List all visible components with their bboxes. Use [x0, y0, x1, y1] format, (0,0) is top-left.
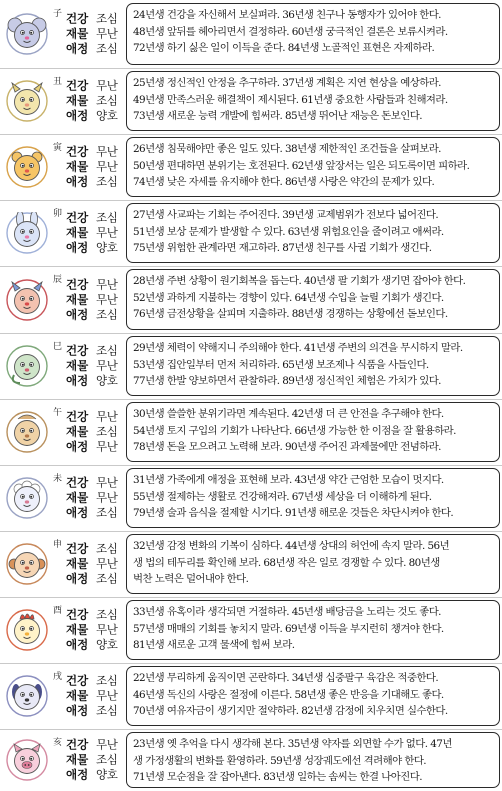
dragon-face-icon — [6, 279, 48, 321]
category-line — [66, 80, 118, 93]
category-line — [66, 146, 118, 159]
category-line — [66, 573, 118, 586]
rat-face-icon — [6, 13, 48, 55]
fortune-text-box — [126, 203, 500, 263]
fortune-text-line: 생 법의 테두리를 확인해 보라. 68년생 작은 일로 경쟁할 수 있다. 80년생 — [133, 556, 440, 569]
category-label: 재물 — [66, 225, 89, 240]
category-list — [66, 477, 118, 520]
zodiac-info — [0, 134, 124, 200]
category-label: 재물 — [66, 490, 89, 505]
fortune-text-box — [126, 666, 500, 726]
category-list — [66, 13, 118, 56]
fortune-text-line: 55년생 절제하는 생활로 건강해져라. 67년생 세상을 더 이해하게 된다. — [133, 490, 432, 503]
category-value: 조심 — [96, 541, 118, 556]
fortune-text-line: 22년생 무리하게 움직이면 곤란하다. 34년생 십중팔구 육감은 적중한다. — [133, 672, 439, 684]
category-label: 애정 — [66, 571, 89, 586]
category-line — [66, 507, 118, 520]
fortune-text-box — [126, 3, 500, 65]
fortune-text — [133, 670, 493, 720]
zodiac-character: 酉 — [53, 606, 63, 616]
category-value: 무난 — [96, 292, 118, 306]
fortune-text-line: 49년생 만족스러운 해결책이 제시된다. 61년생 중요한 사람들과 친해져라. — [133, 93, 448, 106]
fortune-text-line: 벅찬 노력은 덜어내야 한다. — [133, 573, 249, 585]
category-label: 재물 — [66, 556, 89, 571]
pig-face-icon — [6, 739, 48, 781]
category-line — [66, 426, 118, 439]
zodiac-info — [0, 465, 124, 531]
category-value: 조심 — [96, 11, 118, 26]
category-value: 무난 — [96, 556, 118, 571]
category-line — [66, 227, 118, 240]
category-value: 무난 — [96, 688, 118, 703]
fortune-text-line: 74년생 낮은 자세를 유지해야 한다. 86년생 사랑은 약간의 문제가 있다. — [133, 176, 435, 188]
fortune-text-line: 24년생 건강을 자신해서 보실펴라. 36년생 친구나 동행자가 있어야 한다. — [133, 9, 441, 21]
category-line — [66, 95, 118, 108]
category-line — [66, 13, 118, 26]
zodiac-character: 辰 — [53, 275, 63, 285]
zodiac-info — [0, 663, 124, 729]
category-label: 건강 — [66, 277, 89, 291]
category-value: 양호 — [96, 373, 118, 388]
category-line — [66, 293, 118, 306]
fortune-text-line: 53년생 집안일부터 먼저 처리하라. 65년생 보조제나 식품을 사들인다. — [133, 358, 429, 371]
category-label: 애정 — [66, 505, 89, 520]
zodiac-info — [0, 0, 124, 68]
category-list — [66, 675, 118, 718]
fortune-text-line: 26년생 침묵해야만 좋은 일도 있다. 38년생 제한적인 조건들을 살펴보라. — [133, 143, 441, 155]
zodiac-info — [0, 200, 124, 266]
fortune-text — [133, 7, 493, 57]
zodiac-character: 巳 — [53, 342, 63, 352]
fortune-text-line: 73년생 새로운 능력 개발에 힘써라. 85년생 뛰어난 재능은 돈보인다. — [133, 110, 422, 122]
category-list — [66, 212, 118, 255]
category-label: 건강 — [66, 673, 89, 688]
category-line — [66, 739, 118, 752]
fortune-text — [133, 273, 493, 323]
fortune-text-box — [126, 137, 500, 197]
fortune-text-box — [126, 269, 500, 330]
category-label: 애정 — [66, 703, 89, 718]
fortune-row — [0, 266, 502, 333]
category-label: 애정 — [66, 41, 89, 56]
fortune-row — [0, 134, 502, 200]
category-label: 재물 — [66, 622, 89, 637]
category-line — [66, 477, 118, 490]
fortune-text — [133, 406, 493, 456]
fortune-text-line: 76년생 금전상황을 살피며 지출하라. 88년생 경쟁하는 상황에선 돋보인다. — [133, 308, 448, 320]
category-value: 무난 — [96, 475, 118, 490]
category-line — [66, 278, 118, 291]
fortune-row — [0, 663, 502, 729]
category-label: 애정 — [66, 637, 89, 652]
zodiac-character: 子 — [53, 9, 63, 19]
fortune-text-box — [126, 71, 500, 131]
category-value: 무난 — [96, 490, 118, 505]
category-line — [66, 639, 118, 652]
fortune-row — [0, 399, 502, 465]
zodiac-character: 寅 — [53, 143, 63, 153]
category-line — [66, 345, 118, 358]
zodiac-character: 未 — [53, 474, 63, 484]
snake-face-icon — [6, 345, 48, 387]
category-label: 건강 — [66, 343, 89, 358]
fortune-text-line: 48년생 앞뒤를 헤아리면서 결정하라. 60년생 궁극적인 결론은 보류시켜라. — [133, 25, 448, 38]
fortune-row — [0, 729, 502, 791]
category-line — [66, 375, 118, 388]
category-line — [66, 110, 118, 123]
fortune-text — [133, 75, 493, 125]
fortune-text-line: 생 가정생활의 변화를 환영하라. 59년생 성장궤도에선 격려해야 한다. — [133, 754, 427, 767]
fortune-text-line: 70년생 여유자금이 생기지만 절약하라. 82년생 감정에 치우치면 실수한다. — [133, 705, 448, 717]
category-value: 조심 — [96, 343, 118, 358]
fortune-text-line: 27년생 사교파는 기회는 주어진다. 39년생 교제범위가 전보다 넓어진다. — [133, 209, 439, 221]
fortune-row — [0, 68, 502, 134]
fortune-text-box — [126, 402, 500, 462]
category-value: 양호 — [96, 767, 118, 782]
category-label: 건강 — [66, 541, 89, 556]
category-value: 조심 — [96, 673, 118, 688]
fortune-row — [0, 597, 502, 663]
ox-face-icon — [6, 80, 48, 122]
category-list — [66, 278, 118, 321]
category-label: 건강 — [66, 11, 89, 26]
fortune-row — [0, 200, 502, 266]
fortune-text — [133, 472, 493, 522]
category-label: 재물 — [66, 26, 89, 41]
category-value: 조심 — [96, 210, 118, 225]
category-value: 조심 — [96, 174, 118, 189]
category-label: 재물 — [66, 424, 89, 439]
category-list — [66, 609, 118, 652]
fortune-text — [133, 538, 493, 588]
category-value: 조심 — [96, 703, 118, 718]
category-value: 양호 — [96, 637, 118, 652]
monkey-face-icon — [6, 543, 48, 585]
sheep-face-icon — [6, 477, 48, 519]
category-line — [66, 360, 118, 373]
fortune-text-box — [126, 468, 500, 528]
fortune-text-line: 54년생 토지 구입의 기회가 나타난다. 66년생 가능한 한 이점을 잘 활용하라. — [133, 424, 456, 437]
zodiac-character: 戌 — [53, 672, 63, 682]
fortune-text-line: 57년생 매매의 기회를 놓치지 말라. 69년생 이득을 부지런히 챙겨야 한다. — [133, 622, 444, 635]
fortune-text — [133, 340, 493, 390]
category-label: 애정 — [66, 240, 89, 255]
rooster-face-icon — [6, 609, 48, 651]
category-value: 무난 — [96, 78, 118, 93]
fortune-row — [0, 333, 502, 399]
fortune-text-line: 52년생 과하게 지불하는 경향이 있다. 64년생 수입을 늘릴 기회가 생긴다. — [133, 291, 444, 304]
category-label: 재물 — [66, 159, 89, 174]
fortune-text-line: 50년생 편대하면 분위기는 호전된다. 62년생 앞장서는 일은 되도록이면 피하라. — [133, 159, 470, 172]
category-value: 무난 — [96, 225, 118, 240]
category-line — [66, 242, 118, 255]
fortune-text-box — [126, 534, 500, 594]
fortune-text-box — [126, 732, 500, 788]
category-value: 무난 — [96, 26, 118, 41]
category-value: 조심 — [96, 307, 118, 321]
category-value: 조심 — [96, 607, 118, 622]
fortune-text-line: 30년생 쓸쓸한 분위기라면 계속된다. 42년생 더 큰 안전을 추구해야 한다. — [133, 408, 444, 420]
category-value: 무난 — [96, 409, 118, 424]
zodiac-info — [0, 729, 124, 791]
category-line — [66, 609, 118, 622]
fortune-text-line: 79년생 술과 음식을 절제할 시기다. 91년생 해로운 것들은 차단시켜야 한다. — [133, 507, 454, 519]
category-label: 재물 — [66, 93, 89, 108]
category-label: 애정 — [66, 373, 89, 388]
zodiac-info — [0, 266, 124, 333]
zodiac-info — [0, 399, 124, 465]
category-label: 건강 — [66, 78, 89, 93]
category-value: 무난 — [96, 358, 118, 373]
fortune-text — [133, 736, 493, 786]
category-line — [66, 43, 118, 56]
fortune-row — [0, 531, 502, 597]
category-value: 무난 — [96, 737, 118, 752]
category-value: 무난 — [96, 144, 118, 159]
zodiac-character: 丑 — [53, 77, 63, 87]
category-label: 애정 — [66, 108, 89, 123]
fortune-text-line: 77년생 한발 양보하면서 관찰하라. 89년생 정신적인 체험은 가치가 있다. — [133, 375, 441, 387]
category-label: 재물 — [66, 358, 89, 373]
category-line — [66, 705, 118, 718]
category-line — [66, 28, 118, 41]
fortune-text — [133, 604, 493, 654]
category-line — [66, 176, 118, 189]
fortune-text — [133, 141, 493, 191]
category-list — [66, 345, 118, 388]
category-list — [66, 146, 118, 189]
fortune-text-line: 29년생 체력이 약해지니 주의해야 한다. 41년생 주변의 의견을 무시하지 말라. — [133, 342, 463, 354]
fortune-text — [133, 207, 493, 257]
zodiac-info — [0, 68, 124, 134]
category-line — [66, 675, 118, 688]
dog-face-icon — [6, 675, 48, 717]
fortune-text-line: 23년생 옛 추억을 다시 생각해 본다. 35년생 약자를 외면할 수가 없다. 47년 — [133, 738, 452, 750]
category-line — [66, 690, 118, 703]
fortune-text-line: 72년생 하기 싫은 일이 이득을 준다. 84년생 노골적인 표현은 자제하라. — [133, 42, 435, 54]
zodiac-character: 午 — [53, 408, 63, 418]
fortune-text-box — [126, 336, 500, 396]
category-list — [66, 411, 118, 454]
category-line — [66, 558, 118, 571]
category-label: 재물 — [66, 688, 89, 703]
zodiac-character: 申 — [53, 540, 63, 550]
fortune-text-line: 25년생 정신적인 안정을 추구하라. 37년생 계획은 지연 현상을 예상하라. — [133, 77, 441, 89]
category-value: 조심 — [96, 424, 118, 439]
category-value: 무난 — [96, 277, 118, 291]
category-value: 조심 — [96, 571, 118, 586]
category-label: 애정 — [66, 307, 89, 321]
fortune-row — [0, 0, 502, 68]
category-line — [66, 308, 118, 321]
category-list — [66, 543, 118, 586]
category-line — [66, 754, 118, 767]
category-value: 조심 — [96, 752, 118, 767]
category-line — [66, 411, 118, 424]
category-value: 조심 — [96, 505, 118, 520]
fortune-text-line: 46년생 독신의 사랑은 절정에 이른다. 58년생 좋은 반응을 기대해도 좋다. — [133, 688, 444, 701]
category-value: 무난 — [96, 439, 118, 454]
category-value: 조심 — [96, 93, 118, 108]
category-line — [66, 492, 118, 505]
category-label: 애정 — [66, 767, 89, 782]
category-label: 애정 — [66, 174, 89, 189]
category-value: 양호 — [96, 108, 118, 123]
fortune-text-line: 32년생 감정 변화의 기복이 심하다. 44년생 상대의 허언에 속지 말라. 56년 — [133, 540, 450, 552]
fortune-text-line: 75년생 위험한 관계라면 재고하라. 87년생 친구를 사귈 기회가 생긴다. — [133, 242, 432, 254]
category-line — [66, 212, 118, 225]
category-line — [66, 624, 118, 637]
fortune-text-box — [126, 600, 500, 660]
category-label: 건강 — [66, 475, 89, 490]
category-value: 무난 — [96, 159, 118, 174]
category-label: 재물 — [66, 292, 89, 306]
category-label: 건강 — [66, 144, 89, 159]
category-label: 건강 — [66, 607, 89, 622]
zodiac-character: 亥 — [53, 738, 63, 748]
zodiac-info — [0, 597, 124, 663]
tiger-face-icon — [6, 146, 48, 188]
fortune-text-line: 51년생 보상 문제가 발생할 수 있다. 63년생 위험요인을 줄이려고 애써라. — [133, 225, 444, 238]
category-label: 애정 — [66, 439, 89, 454]
category-label: 건강 — [66, 737, 89, 752]
fortune-text-line: 81년생 새로운 고객 물색에 힘써 보라. — [133, 639, 295, 651]
fortune-text-line: 31년생 가족에게 애정을 표현해 보라. 43년생 약간 근엄한 모습이 멋지다. — [133, 474, 444, 486]
fortune-text-line: 33년생 유혹이라 생각되면 거절하라. 45년생 배당금을 노리는 것도 좋다. — [133, 606, 441, 618]
zodiac-info — [0, 531, 124, 597]
fortune-text-line: 78년생 돈을 모으려고 노력해 보라. 90년생 주어진 과제물에만 전념하라. — [133, 441, 441, 453]
fortune-row — [0, 465, 502, 531]
category-line — [66, 543, 118, 556]
category-line — [66, 441, 118, 454]
category-line — [66, 769, 118, 782]
category-label: 건강 — [66, 210, 89, 225]
category-value: 양호 — [96, 240, 118, 255]
zodiac-info — [0, 333, 124, 399]
category-value: 무난 — [96, 622, 118, 637]
fortune-text-line: 71년생 모순점을 잘 잡아낸다. 83년생 일하는 솜씨는 한결 나아진다. — [133, 771, 422, 783]
fortune-text-line: 28년생 주변 상황이 원기회복을 돕는다. 40년생 팔 기회가 생기면 잡아야 한다. — [133, 275, 466, 287]
category-value: 조심 — [96, 41, 118, 56]
rabbit-face-icon — [6, 212, 48, 254]
category-line — [66, 161, 118, 174]
category-label: 건강 — [66, 409, 89, 424]
category-list — [66, 80, 118, 123]
zodiac-character: 卯 — [53, 209, 63, 219]
horse-face-icon — [6, 411, 48, 453]
category-list — [66, 739, 118, 782]
category-label: 재물 — [66, 752, 89, 767]
